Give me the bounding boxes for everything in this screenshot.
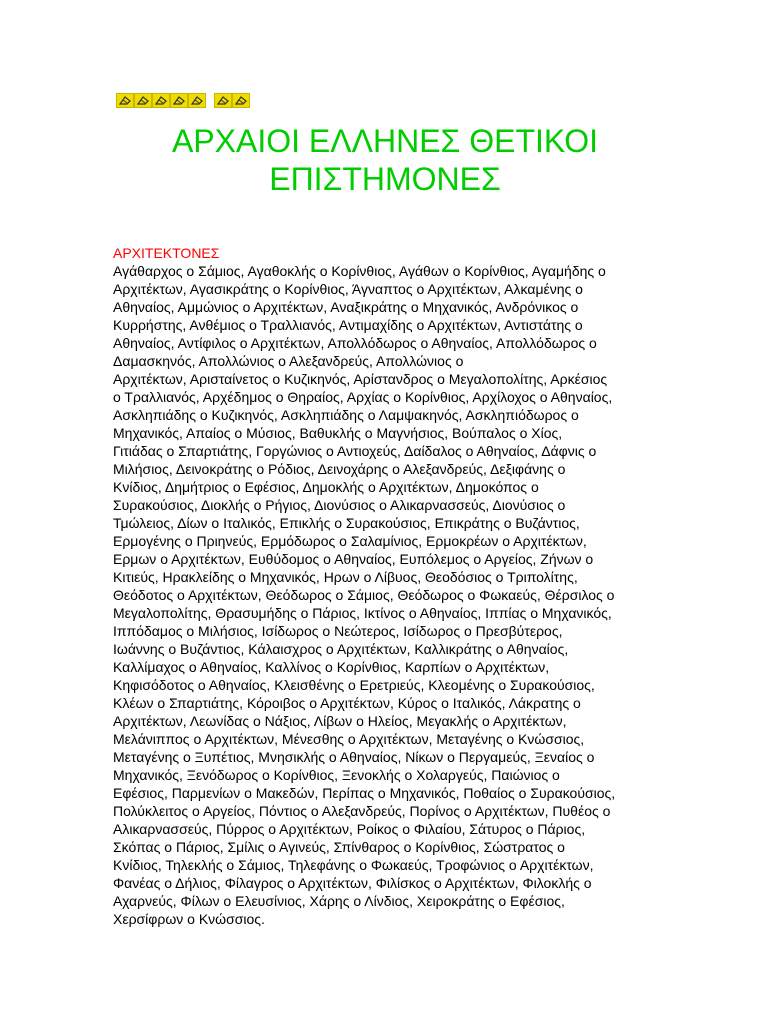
bullet-icon [134,93,152,108]
body-text [113,262,661,928]
text-line: Κυρρήστης, Ανθέμιος ο Τραλλιανός, Αντιμαχίδης ο Αρχιτέκτων, Αντιστάτης ο [113,317,583,333]
text-line: Αρχιτέκτων, Αγασικράτης ο Κορίνθιος, Άγναπτος ο Αρχιτέκτων, Αλκαμένης ο [113,281,583,297]
page-title-line-1: ΑΡΧΑΙΟΙ ΕΛΛΗΝΕΣ ΘΕΤΙΚΟΙ [171,123,599,159]
text-line: Συρακούσιος, Διοκλής ο Ρήγιος, Διονύσιος ο Αλικαρνασσεύς, Διονύσιος ο [113,497,566,513]
bullet-icon [152,93,170,108]
text-line: Καλλίμαχος ο Αθηναίος, Καλλίνος ο Κορίνθιος, Καρπίων ο Αρχιτέκτων, [113,659,550,675]
text-line: Αθηναίος, Αντίφιλος ο Αρχιτέκτων, Απολλόδωρος ο Αθηναίος, Απολλόδωρος ο [113,335,597,351]
text-line: Πολύκλειτος ο Αργείος, Πόντιος ο Αλεξανδρεύς, Πορίνος ο Αρχιτέκτων, Πυθέος ο [113,803,611,819]
text-line: Σκόπας ο Πάριος, Σμίλις ο Αγινεύς, Σπίνθαρος ο Κορίνθιος, Σώστρατος ο [113,839,565,855]
text-line: Χερσίφρων ο Κνώσσιος. [113,911,265,927]
text-line: Κιτιεύς, Ηρακλείδης ο Μηχανικός, Ηρων ο Λίβυος, Θεοδόσιος ο Τριπολίτης, [113,569,578,585]
text-line: Αγάθαρχος ο Σάμιος, Αγαθοκλής ο Κορίνθιος, Αγάθων ο Κορίνθιος, Αγαμήδης ο [113,263,606,279]
text-line: Αχαρνεύς, Φίλων ο Ελευσίνιος, Χάρης ο Λίνδιος, Χειροκράτης ο Εφέσιος, [113,893,565,909]
text-line: Αρχιτέκτων, Λεωνίδας ο Νάξιος, Λίβων ο Ηλείος, Μεγακλής ο Αρχιτέκτων, [113,713,567,729]
text-line: Κλέων ο Σπαρτιάτης, Κόροιβος ο Αρχιτέκτων, Κύρος ο Ιταλικός, Λάκρατης ο [113,695,581,711]
text-line: Μελάνιππος ο Αρχιτέκτων, Μένεσθης ο Αρχιτέκτων, Μεταγένης ο Κνώσσιος, [113,731,585,747]
bullet-icon [214,93,232,108]
bullet-icon [116,93,134,108]
text-line: Κνίδιος, Τηλεκλής ο Σάμιος, Τηλεφάνης ο Φωκαεύς, Τροφώνιος ο Αρχιτέκτων, [113,857,594,873]
text-line: Ιππόδαμος ο Μιλήσιος, Ισίδωρος ο Νεώτερος, Ισίδωρος ο Πρεσβύτερος, [113,623,563,639]
text-line: Ερμων ο Αρχιτέκτων, Ευθύδομος ο Αθηναίος, Ευπόλεμος ο Αργείος, Ζήνων ο [113,551,594,567]
text-line: Αθηναίος, Αμμώνιος ο Αρχιτέκτων, Αναξικράτης ο Μηχανικός, Ανδρόνικος ο [113,299,579,315]
text-line: Ιωάννης ο Βυζάντιος, Κάλαισχρος ο Αρχιτέκτων, Καλλικράτης ο Αθηναίος, [113,641,569,657]
text-line: Κνίδιος, Δημήτριος ο Εφέσιος, Δημοκλής ο Αρχιτέκτων, Δημοκόπος ο [113,479,539,495]
page-title [110,122,660,198]
text-line: Μηχανικός, Απαίος ο Μύσιος, Βαθυκλής ο Μαγνήσιος, Βούπαλος ο Χίος, [113,425,563,441]
text-line: Μεταγένης ο Ξυπέτιος, Μνησικλής ο Αθηναίος, Νίκων ο Περγαμεύς, Ξεναίος ο [113,749,595,765]
text-line: ο Τραλλιανός, Αρχέδημος ο Θηραίος, Αρχίας ο Κορίνθιος, Αρχίλοχος ο Αθηναίος, [113,389,613,405]
text-line: Μεγαλοπολίτης, Θρασυμήδης ο Πάριος, Ικτίνος ο Αθηναίος, Ιππίας ο Μηχανικός, [113,605,612,621]
text-line: Μηχανικός, Ξενόδωρος ο Κορίνθιος, Ξενοκλής ο Χολαργεύς, Παιώνιος ο [113,767,560,783]
page-title-line-2: ΕΠΙΣΤΗΜΟΝΕΣ [269,161,501,197]
bullet-icon-group [214,93,250,108]
text-line: Εφέσιος, Παρμενίων ο Μακεδών, Περίπας ο Μηχανικός, Ποθαίος ο Συρακούσιος, [113,785,616,801]
text-line: Φανέας ο Δήλιος, Φίλαγρος ο Αρχιτέκτων, Φιλίσκος ο Αρχιτέκτων, Φιλοκλής ο [113,875,592,891]
section-heading: ΑΡΧΙΤΕΚΤΟΝΕΣ [113,245,220,261]
text-line: Ασκληπιάδης ο Κυζικηνός, Ασκληπιάδης ο Λαμψακηνός, Ασκληπιόδωρος ο [113,407,579,423]
bullet-icon [170,93,188,108]
bullet-icon-group [116,93,206,108]
bullet-icon [232,93,250,108]
text-line: Δαμασκηνός, Απολλώνιος ο Αλεξανδρεύς, Απολλώνιος ο [113,353,464,369]
text-line: Κηφισόδοτος ο Αθηναίος, Κλεισθένης ο Ερετριεύς, Κλεομένης ο Συρακούσιος, [113,677,595,693]
text-line: Μιλήσιος, Δεινοκράτης ο Ρόδιος, Δεινοχάρης ο Αλεξανδρεύς, Δεξιφάνης ο [113,461,566,477]
text-line: Ερμογένης ο Πριηνεύς, Ερμόδωρος ο Σαλαμίνιος, Ερμοκρέων ο Αρχιτέκτων, [113,533,587,549]
text-line: Τμώλειος, Δίων ο Ιταλικός, Επικλής ο Συρακούσιος, Επικράτης ο Βυζάντιος, [113,515,580,531]
text-line: Γιτιάδας ο Σπαρτιάτης, Γοργώνιος ο Αντιοχεύς, Δαίδαλος ο Αθηναίος, Δάφνις ο [113,443,597,459]
bullet-icon-row [116,93,250,108]
text-line: Αλικαρνασσεύς, Πύρρος ο Αρχιτέκτων, Ροίκος ο Φιλαίου, Σάτυρος ο Πάριος, [113,821,586,837]
text-line: Αρχιτέκτων, Αρισταίνετος ο Κυζικηνός, Αρίστανδρος ο Μεγαλοπολίτης, Αρκέσιος [113,371,608,387]
text-line: Θεόδοτος ο Αρχιτέκτων, Θεόδωρος ο Σάμιος, Θεόδωρος ο Φωκαεύς, Θέρσιλος ο [113,587,615,603]
bullet-icon [188,93,206,108]
